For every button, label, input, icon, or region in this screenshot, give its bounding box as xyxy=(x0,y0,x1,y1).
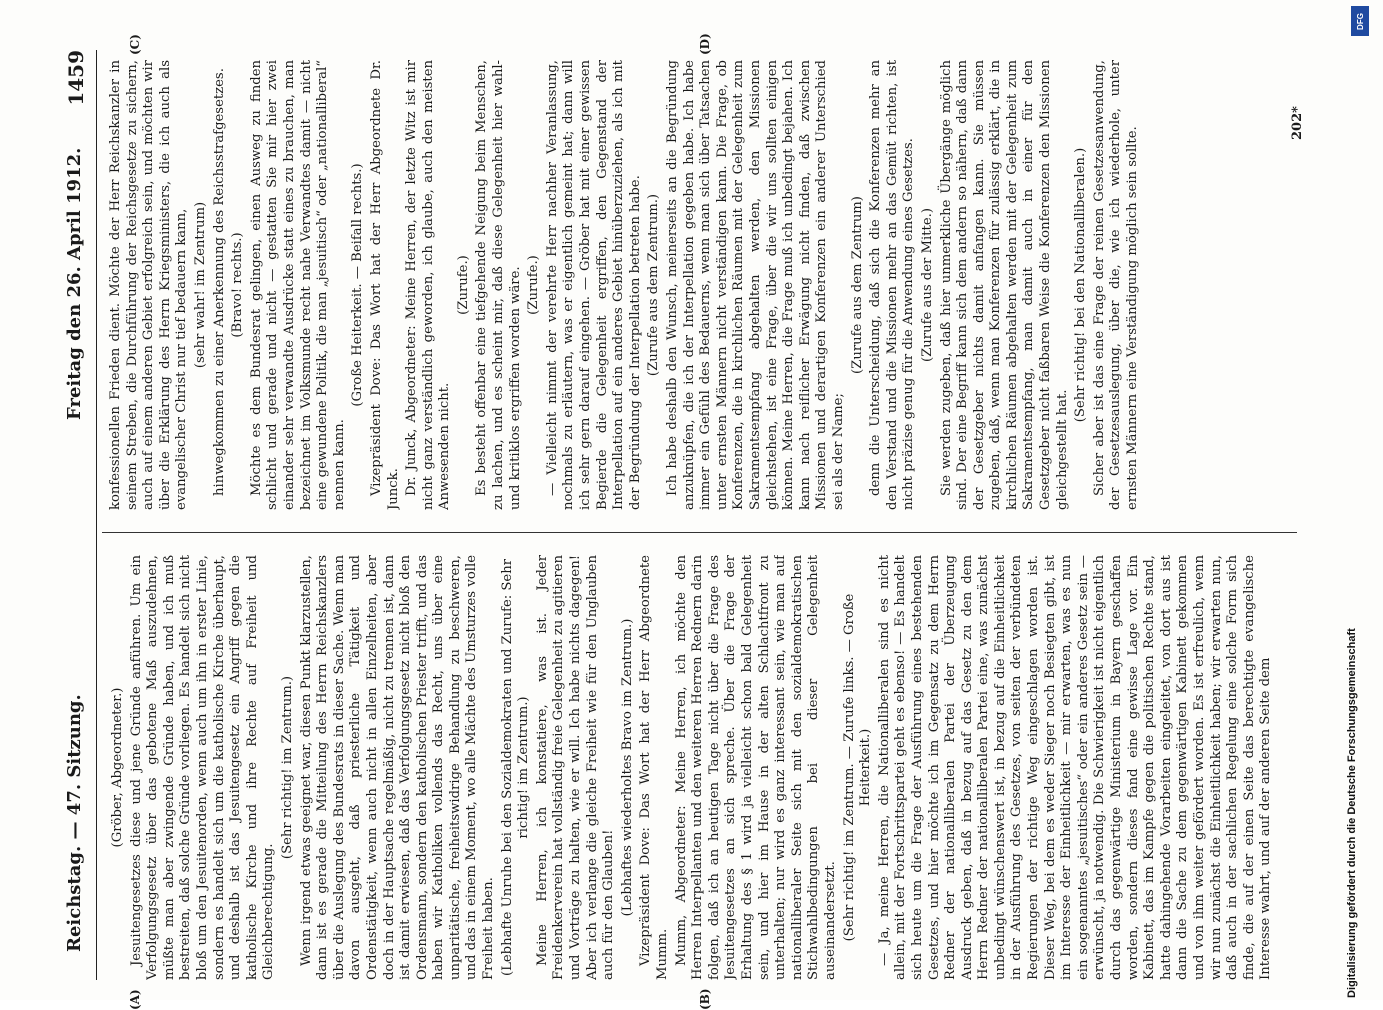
right-column-paragraph: Dr. Junck, Abgeordneter: Meine Herren, der letzte Witz ist mir nicht ganz verständlich geworden, ich glaube, auch den meisten Anwesenden nicht. xyxy=(404,60,454,510)
left-column-paragraph: Vizepräsident Dove: Das Wort hat der Herr Abgeordnete Mumm. xyxy=(638,555,671,980)
dfg-logo xyxy=(1351,6,1369,36)
column-separator xyxy=(102,532,1297,533)
header-rule xyxy=(96,50,97,980)
right-column-paragraph: Sicher aber ist das eine Frage der reinen Gesetzesanwendung, der Gesetzesauslegung, über die, wie ich wiederhole, unter ernsten Männern eine Verständigung möglich sein sollte. xyxy=(1092,60,1142,510)
margin-mark-b: (B) xyxy=(698,989,712,1010)
right-column-paragraph: Es besteht offenbar eine tiefgehende Neigung beim Menschen, zu lachen, und es scheint mir, daß diese Gelegenheit hier wahl- und kritiklos ergriffen worden wäre. xyxy=(474,60,524,510)
margin-mark-c: (C) xyxy=(128,34,142,55)
right-column-paragraph: konfessionellen Frieden dient. Möchte der Herr Reichskanzler in seinem Streben, die Durchführung der Reichsgesetze zu sichern, auch auf einem anderen Gebiet erfolgreich sein, und möchten wir über die Erklärung des Herrn Kriegsministers, die ich auch als evangelischer Christ nur tief bedauern kann, xyxy=(108,60,191,510)
left-column-paragraph: Wenn irgend etwas geeignet war, diesen Punkt klarzustellen, dann ist es gerade die Mitteilung des Herrn Reichskanzlers über die Auslegung des Bundesrats in dieser Sache. Wenn man davon ausgeht, daß priesterliche Tätigkeit und Ordenstätigkeit, wenn auch nicht in allen Einzelheiten, aber doch in der Hauptsache regelmäßig, nicht zu trennen ist, dann ist damit erwiesen, daß das Verfolgungsgesetz nicht bloß den Ordensmann, sondern den katholischen Priester trifft, und das haben wir Katholiken vollends das Recht, uns über eine unparitätische, freiheitswidrige Behandlung zu beschweren, und das in einem Moment, wo alle Mächte des Umsturzes volle Freiheit haben. xyxy=(299,555,498,980)
right-column-paragraph: (sehr wahr! im Zentrum) xyxy=(193,60,210,510)
dfg-logo-text: DFG xyxy=(1355,13,1364,30)
right-column-paragraph: (Bravo! rechts.) xyxy=(230,60,247,510)
page-header xyxy=(58,50,98,980)
left-column-paragraph: (Gröber, Abgeordneter.) xyxy=(110,555,127,980)
right-column xyxy=(108,60,1288,510)
right-column-paragraph: hinwegkommen zu einer Anerkennung des Reichsstrafgesetzes. xyxy=(212,60,229,510)
right-column-paragraph: Vizepräsident Dove: Das Wort hat der Herr Abgeordnete Dr. Junck. xyxy=(369,60,402,510)
header-session: Reichstag. — 47. Sitzung. xyxy=(64,694,85,952)
digitization-note xyxy=(1346,8,1376,998)
page-number: 1459 xyxy=(64,50,88,106)
right-column-paragraph: (Sehr richtig! bei den Nationalliberalen.) xyxy=(1073,60,1090,510)
header-date: Freitag den 26. April 1912. xyxy=(64,148,85,420)
right-column-paragraph: (Große Heiterkeit. — Beifall rechts.) xyxy=(350,60,367,510)
digitization-note-text: Digitalisierung gefördert durch die Deutsche Forschungsgemeinschaft xyxy=(1346,8,1358,998)
rotated-page-content xyxy=(58,50,1308,980)
right-column-paragraph: Möchte es dem Bundesrat gelingen, einen Ausweg zu finden schlicht und gerade und nicht — gestatten Sie mir hier zwei einander sehr verwandte Ausdrücke statt eines zu brauchen, man bezeichnet im Volksmunde recht nahe Verwandtes damit — nicht eine gewundene Politik, die man „jesuitisch“ oder „nationalliberal“ nennen kann. xyxy=(249,60,349,510)
margin-mark-a: (A) xyxy=(128,989,142,1010)
right-column-paragraph: Sie werden zugeben, daß hier unmerkliche Übergänge möglich sind. Der eine Begriff kann sich dem andern so nähern, daß dann der Gesetzgeber nichts damit anfangen kann. Sie müssen zugeben, daß, wenn man Konferenzen für zulässig erklärt, die in kirchlichen Räumen abgehalten werden mit der Gelegenheit zum Sakramentsempfang, man damit auch in einer für den Gesetzgeber nicht faßbaren Weise die Konferenzen den Missionen gleichgestellt hat. xyxy=(939,60,1072,510)
right-column-paragraph: (Zurufe aus der Mitte.) xyxy=(920,60,937,510)
left-column-paragraph: (Sehr richtig! im Zentrum. — Zurufe links. — Große Heiterkeit.) xyxy=(842,555,875,980)
left-column-paragraph: — Ja, meine Herren, die Nationalliberalen sind es nicht allein, mit der Fortschrittspartei geht es ebenso! — Es handelt sich heute um die Frage der Ausführung eines bestehenden Gesetzes, und hier möchte ich im Gegensatz zu dem Herrn Redner der nationalliberalen Partei der Überzeugung Ausdruck geben, daß in bezug auf das Gesetz zu den dem Herrn Redner der nationalliberalen Partei eine, was zunächst unbedingt wünschenswert ist, in bezug auf die Einheitlichkeit in der Ausführung des Gesetzes, von seiten der verbündeten Regierungen der richtige Weg eingeschlagen worden ist. Dieser Weg, bei dem es weder Sieger noch Besiegten gibt, ist im Interesse der Einheitlichkeit — mir erwarten, was es nun ein sogenanntes „jesuitisches“ oder ein anderes Gesetz sein — erwünscht, ja notwendig. Die Schwierigkeit ist nicht eigentlich durch das gegenwärtige Ministerium in Bayern geschaffen worden, sondern dieses fand eine gewisse Lage vor. Ein Kabinett, das im Kampfe gegen die politischen Rechte stand, hatte dahingehende Vorarbeiten eingeleitet, von dort aus ist dann die Sache zu dem gegenwärtigen Kabinett gekommen und von ihm weiter gefördert worden. Es ist erfreulich, wenn wir nun zunächst die Einheitlichkeit haben; wir erwarten nun, daß auch in der sachlichen Regelung eine solche Form sich finde, die auf der einen Seite das berechtigte evangelische Interesse wahrt, und auf der anderen Seite dem xyxy=(877,555,1275,980)
right-column-paragraph: (Zurufe aus dem Zentrum.) xyxy=(646,60,663,510)
right-column-paragraph: (Zurufe aus dem Zentrum) xyxy=(850,60,867,510)
left-column-paragraph: Mumm, Abgeordneter: Meine Herren, ich möchte den Herren Interpellanten und den weiteren Herren Rednern darin folgen, daß ich an heutigen Tage nicht über die Frage des Jesuitengesetzes an sich spreche. Über die Frage der Erhaltung des § 1 wird ja vielleicht schon bald Gelegenheit sein, und hier im Hause in der alten Schlachtfront zu unterhalten; nur wird es ganz interessant sein, wie man auf nationalliberaler Seite sich mit den sozialdemokratischen Stichwahlbedingungen bei dieser Gelegenheit auseinandersetzt. xyxy=(674,555,840,980)
left-column-paragraph: Jesuitengesetzes diese und jene Gründe anführen. Um ein Verfolgungsgesetz über das gebotene Maß auszudehnen, müßte man aber zwingende Gründe haben, und ich muß bestreiten, daß solche Gründe vorliegen. Es handelt sich nicht bloß um den Jesuitenorden, wenn auch um ihn in erster Linie, sondern es handelt sich um die katholische Kirche überhaupt, und deshalb ist das Jesuitengesetz ein Angriff gegen die katholische Kirche und ihre Rechte auf Freiheit und Gleichberechtigung. xyxy=(129,555,278,980)
right-column-paragraph: (Zurufe.) xyxy=(456,60,473,510)
left-column-paragraph: (Lebhaftes wiederholtes Bravo im Zentrum.) xyxy=(620,555,637,980)
left-column-paragraph: Meine Herren, ich konstatiere, was ist. Jeder Freidenkerverein hat vollständig freie Gelegenheit zu agitieren und Vorträge zu halten, wie er will. Ich habe nichts dagegen! Aber ich verlange die gleiche Freiheit wie für den Unglauben auch für den Glauben! xyxy=(535,555,618,980)
right-column-paragraph: Ich habe deshalb den Wunsch, meinerseits an die Begründung anzuknüpfen, die ich der Interpellation gegeben habe. Ich habe immer ein Gefühl des Bedauerns, wenn man sich über Tatsachen unter ernsten Männern nicht verständigen kann. Die Frage, ob Konferenzen, die in kirchlichen Räumen mit der Gelegenheit zum Sakramentsempfang abgehalten werden, den Missionen gleichstehen, ist eine Frage, über die wir uns sollten einigen können. Meine Herren, die Frage muß ich unbedingt bejahen. Ich kann nach reiflicher Erwägung nicht finden, daß zwischen Missionen und derartigen Konferenzen ein anderer Unterschied sei als der Name; xyxy=(665,60,848,510)
right-column-paragraph: (Zurufe.) xyxy=(526,60,543,510)
left-column xyxy=(108,555,1288,980)
margin-mark-d: (D) xyxy=(698,33,712,55)
footer-mark: 202* xyxy=(1290,106,1305,140)
left-column-paragraph: (Lebhafte Unruhe bei den Sozialdemokraten und Zurufe: Sehr richtig! im Zentrum.) xyxy=(500,555,533,980)
right-column-paragraph: — Vielleicht nimmt der verehrte Herr nachher Veranlassung, nochmals zu erläutern, was er eigentlich gemeint hat; dann will ich sehr gern darauf eingehen. — Gröber hat mit einer gewissen Begierde die Gelegenheit ergriffen, den Gegenstand der Interpellation auf ein anderes Gebiet hinüberzuziehen, als ich mit der Begründung der Interpellation betreten habe. xyxy=(545,60,645,510)
right-column-paragraph: denn die Unterscheidung, daß sich die Konferenzen mehr an den Verstand und die Missionen mehr an das Gemüt richten, ist nicht präzise genug für die Anwendung eines Gesetzes. xyxy=(868,60,918,510)
left-column-paragraph: (Sehr richtig! im Zentrum.) xyxy=(280,555,297,980)
